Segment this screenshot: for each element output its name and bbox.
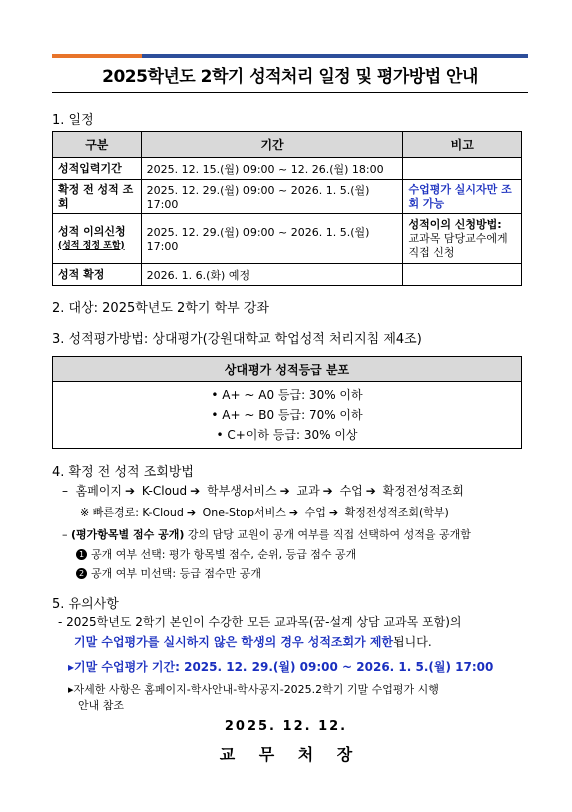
circled-number-icon: 2 xyxy=(76,568,87,579)
table-row xyxy=(53,214,522,264)
path-step: 학부생서비스 xyxy=(207,484,277,498)
title-underline xyxy=(52,92,528,93)
row-note xyxy=(403,158,522,180)
table-row xyxy=(53,264,522,286)
section-4-heading: 4. 확정 전 성적 조회방법 xyxy=(52,465,194,480)
row-label: 성적입력기간 xyxy=(53,158,142,180)
arrow-right-icon: ➔ xyxy=(125,484,136,498)
shortcut-end: 확정전성적조회(학부) xyxy=(344,506,449,519)
header-period: 기간 xyxy=(141,132,403,158)
shortcut-step: 수업 xyxy=(304,506,326,519)
signature: 교 무 처 장 xyxy=(219,745,353,764)
row-label xyxy=(53,214,142,264)
grade-box-body xyxy=(53,382,522,449)
row-note xyxy=(403,264,522,286)
arrow-right-icon: ➔ xyxy=(328,506,339,519)
row-period: 2026. 1. 6.(화) 예정 xyxy=(141,264,403,286)
path-step: 교과 xyxy=(296,484,320,498)
path-dash: – xyxy=(62,484,72,498)
dash: – xyxy=(62,528,71,541)
lookup-path xyxy=(62,482,464,499)
row-note: 수업평가 실시자만 조회 가능 xyxy=(403,180,522,214)
note-text: 교과목 담당교수에게 직접 신청 xyxy=(408,231,508,259)
note-title: 성적이의 신청방법: xyxy=(408,217,502,231)
section-1-heading: 1. 일정 xyxy=(52,113,94,128)
grade-item: • A+ ~ B0 등급: 70% 이하 xyxy=(211,408,363,422)
score-public-text: 강의 담당 교원이 공개 여부를 직접 선택하여 성적을 공개함 xyxy=(184,528,471,541)
row-label-main: 성적 이의신청 xyxy=(58,224,126,238)
shortcut-step: One-Stop서비스 xyxy=(202,506,286,519)
arrow-right-icon: ➔ xyxy=(288,506,299,519)
row-label: 확정 전 성적 조회 xyxy=(53,180,142,214)
path-step: K-Cloud xyxy=(141,484,188,498)
issue-date: 2025. 12. 12. xyxy=(224,719,348,734)
section-3-heading: 3. 성적평가방법: 상대평가(강원대학교 학업성적 처리지침 제4조) xyxy=(52,332,422,347)
arrow-right-icon: ➔ xyxy=(190,484,201,498)
shortcut-path xyxy=(80,504,449,520)
row-note xyxy=(403,214,522,264)
circled-number-icon: 1 xyxy=(76,549,87,560)
score-public-line xyxy=(62,526,471,542)
table-row xyxy=(53,158,522,180)
row-label: 성적 확정 xyxy=(53,264,142,286)
accent-bar-orange xyxy=(52,54,142,58)
arrow-right-icon: ➔ xyxy=(186,506,197,519)
section-5-heading: 5. 유의사항 xyxy=(52,597,119,612)
grade-box-header: 상대평가 성적등급 분포 xyxy=(53,357,522,382)
arrow-right-icon: ➔ xyxy=(279,484,290,498)
row-label-sub: (성적 정정 포함) xyxy=(58,240,125,251)
detail-line-2: 안내 참조 xyxy=(78,699,125,712)
header-note: 비고 xyxy=(403,132,522,158)
notice-line-1: - 2025학년도 2학기 본인이 수강한 모든 교과목(꿈-설계 상담 교과목 포함)의 xyxy=(58,615,462,629)
public-option-1 xyxy=(76,546,356,562)
evaluation-period-line: ▸기말 수업평가 기간: 2025. 12. 29.(월) 09:00 ~ 2026. 1. 5.(월) 17:00 xyxy=(68,660,494,674)
accent-bar-blue xyxy=(142,54,528,58)
grade-item: • A+ ~ A0 등급: 30% 이하 xyxy=(211,388,363,402)
title-accent-bar xyxy=(52,54,528,58)
table-row xyxy=(53,180,522,214)
row-period: 2025. 12. 29.(월) 09:00 ~ 2026. 1. 5.(월) 17:00 xyxy=(141,180,403,214)
arrow-right-icon: ➔ xyxy=(365,484,376,498)
row-period: 2025. 12. 29.(월) 09:00 ~ 2026. 1. 5.(월) 17:00 xyxy=(141,214,403,264)
grade-item: • C+이하 등급: 30% 이상 xyxy=(216,428,358,442)
score-public-label: (평가항목별 점수 공개) xyxy=(71,528,185,541)
shortcut-start: ※ 빠른경로: K-Cloud xyxy=(80,506,184,519)
page-title: 2025학년도 2학기 성적처리 일정 및 평가방법 안내 xyxy=(102,67,478,87)
schedule-header-row xyxy=(53,132,522,158)
path-step: 확정전성적조회 xyxy=(382,484,464,498)
schedule-table xyxy=(52,131,522,286)
header-category: 구분 xyxy=(53,132,142,158)
notice-line-2 xyxy=(74,633,432,650)
section-2-heading: 2. 대상: 2025학년도 2학기 학부 강좌 xyxy=(52,301,269,316)
option-text: 공개 여부 선택: 평가 항목별 점수, 순위, 등급 점수 공개 xyxy=(91,548,357,561)
detail-line-1: ▸자세한 사항은 홈페이지-학사안내-학사공지-2025.2학기 기말 수업평가 시행 xyxy=(68,683,439,696)
option-text: 공개 여부 미선택: 등급 점수만 공개 xyxy=(91,567,261,580)
path-step: 수업 xyxy=(339,484,363,498)
public-option-2 xyxy=(76,565,261,581)
path-step: 홈페이지 xyxy=(75,484,123,498)
restriction-suffix: 됩니다. xyxy=(393,635,432,649)
row-period: 2025. 12. 15.(월) 09:00 ~ 12. 26.(월) 18:00 xyxy=(141,158,403,180)
restriction-text: 기말 수업평가를 실시하지 않은 학생의 경우 성적조회가 제한 xyxy=(74,635,394,649)
grade-distribution-box xyxy=(52,356,522,449)
arrow-right-icon: ➔ xyxy=(322,484,333,498)
